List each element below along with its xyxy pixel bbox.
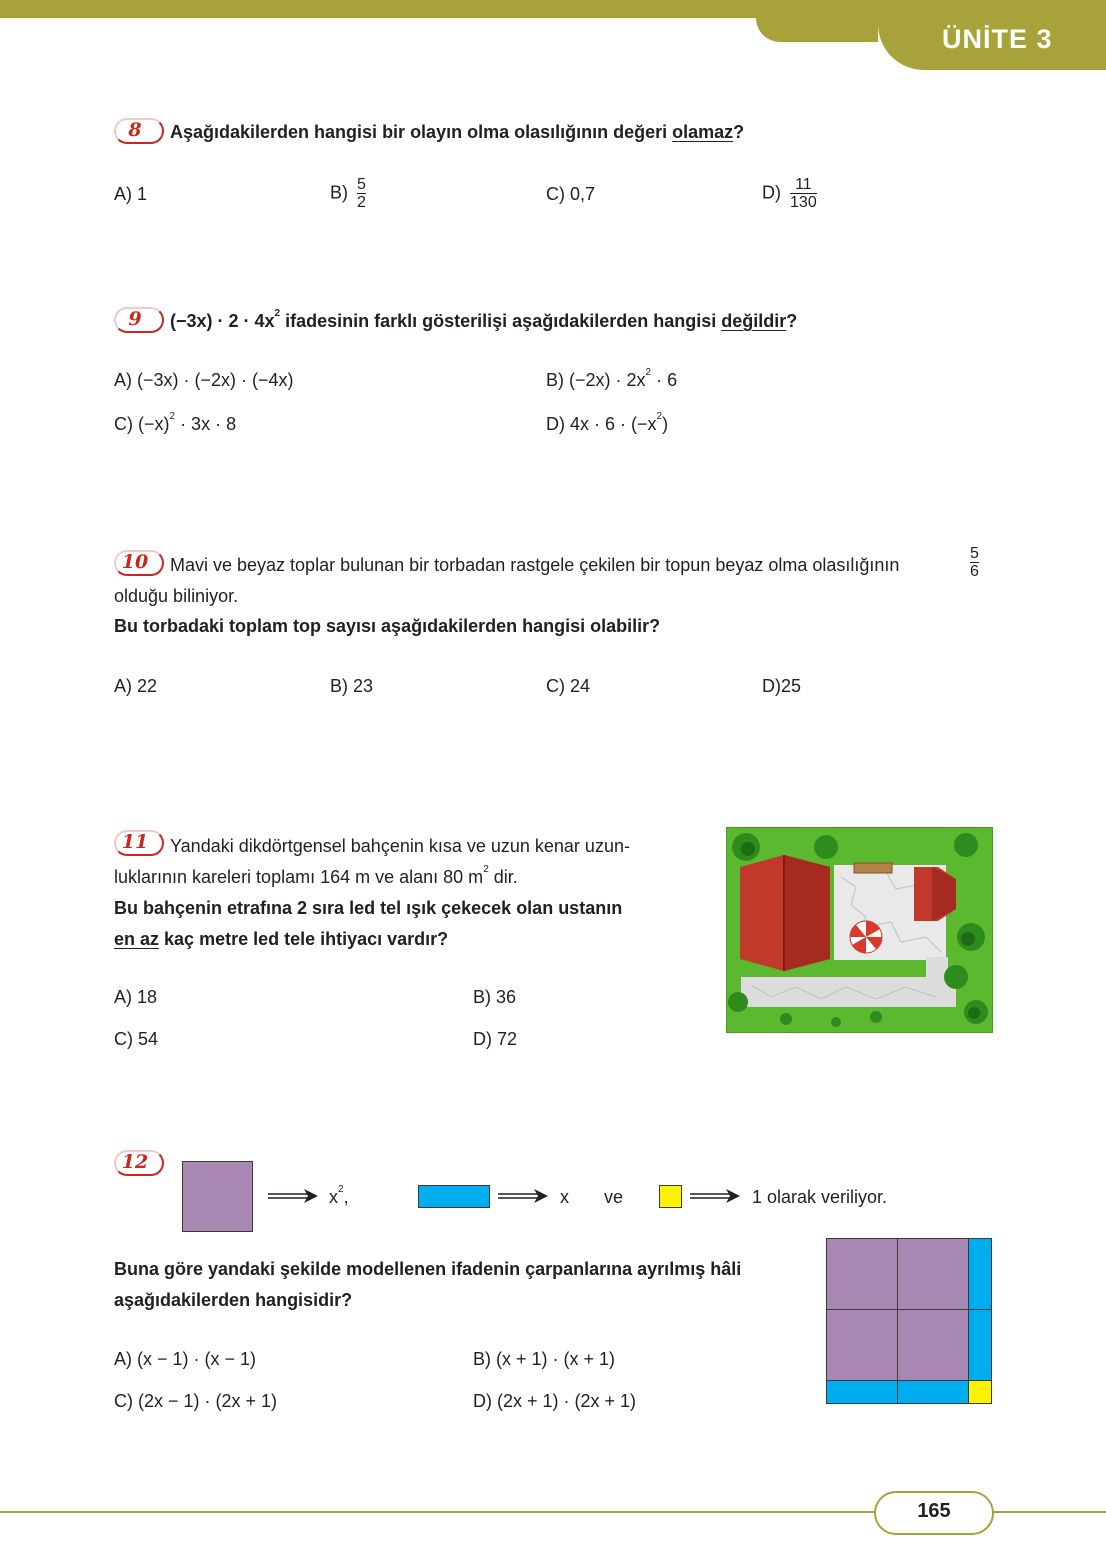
x-squared-tile: [897, 1309, 969, 1381]
question-number: 12: [121, 1151, 149, 1173]
question-number-badge: [114, 118, 166, 144]
option-b: B) $(-2x) \cdot 2x^2 \cdot 6$: [546, 367, 678, 390]
question-11-line-1: Yandaki dikdörtgensel bahçenin kısa ve uzun kenar uzun-: [170, 836, 630, 856]
question-11-line-2: luklarının kareleri toplamı 164 m ve alanı 80 $m^2$ dir.: [114, 864, 518, 887]
question-number-badge: [114, 1150, 166, 1176]
x-squared-tile: [826, 1238, 898, 1310]
question-12-line-1: Buna göre yandaki şekilde modellenen ifadenin çarpanlarına ayrılmış hâli: [114, 1259, 742, 1279]
x-tile: [968, 1238, 992, 1310]
option-b: B) 36: [473, 987, 517, 1007]
option-c: C) $(-x)^2 \cdot 3x \cdot 8$: [114, 411, 237, 434]
option-b: B) (x + 1) · (x + 1): [473, 1349, 616, 1369]
fraction: $\frac{11}{130}$: [790, 176, 817, 211]
x-tile: [968, 1309, 992, 1381]
x-squared-tile: [897, 1238, 969, 1310]
emphasis-word: olamaz: [672, 122, 734, 142]
emphasis-word: değildir: [721, 311, 787, 331]
x-tile: [826, 1380, 898, 1404]
question-9-text: $(-3x) \cdot 2 \cdot 4x^2$ ifadesinin farklı gösterilişi aşağıdakilerden hangisi değildir?: [170, 308, 798, 331]
option-c: C) 0,7: [546, 184, 596, 204]
page-number: 165: [917, 1500, 951, 1522]
unit-tile: [968, 1380, 992, 1404]
fraction: $\frac{5}{2}$: [357, 176, 366, 211]
question-10-line-1: Mavi ve beyaz toplar bulunan bir torbadan rastgele çekilen bir topun beyaz olma olasılığının: [170, 555, 900, 575]
option-a: A) 22: [114, 676, 158, 696]
unit-label: ÜNİTE 3: [942, 24, 1053, 54]
garden-illustration: [726, 827, 993, 1033]
option-c: C) 24: [546, 676, 591, 696]
option-d: D)25: [762, 676, 802, 696]
question-number-badge: [114, 550, 166, 576]
arrow-right-icon: [498, 1188, 548, 1204]
legend-x-squared: $x^2$,: [329, 1184, 349, 1207]
option-a: A) 1: [114, 184, 148, 204]
option-a: A) (−3x) · (−2x) · (−4x): [114, 370, 294, 390]
arrow-right-icon: [690, 1188, 740, 1204]
option-b: B) $\frac{5}{2}$: [330, 176, 366, 211]
question-10-line-2: olduğu biliniyor.: [114, 586, 239, 606]
option-d: D) (2x + 1) · (2x + 1): [473, 1391, 637, 1411]
question-11-line-3: Bu bahçenin etrafına 2 sıra led tel ışık çekecek olan ustanın: [114, 898, 623, 918]
option-a: A) (x − 1) · (x − 1): [114, 1349, 257, 1369]
question-number-badge: [114, 307, 166, 333]
question-12-line-2: aşağıdakilerden hangisidir?: [114, 1290, 353, 1310]
question-number: 11: [121, 831, 149, 853]
option-c: C) (2x − 1) · (2x + 1): [114, 1391, 278, 1411]
option-a: A) 18: [114, 987, 158, 1007]
legend-x: x: [560, 1187, 569, 1207]
legend-and: ve: [604, 1187, 624, 1207]
option-c: C) 54: [114, 1029, 159, 1049]
question-11-line-4: en az kaç metre led tele ihtiyacı vardır?: [114, 929, 449, 949]
algebra-tile-model: [826, 1238, 992, 1404]
question-10-prompt: Bu torbadaki toplam top sayısı aşağıdakilerden hangisi olabilir?: [114, 616, 661, 636]
option-b: B) 23: [330, 676, 374, 696]
x-tile: [418, 1185, 490, 1208]
option-d: D) 72: [473, 1029, 518, 1049]
fraction: $\frac{5}{6}$: [970, 545, 979, 580]
question-number: 10: [121, 551, 149, 573]
header-tab-notch: [756, 18, 878, 42]
x-squared-tile: [826, 1309, 898, 1381]
option-d: D) $\frac{11}{130}$: [762, 176, 817, 211]
legend-one: 1 olarak veriliyor.: [752, 1187, 888, 1207]
x-squared-tile: [182, 1161, 253, 1232]
unit-tile: [659, 1185, 682, 1208]
question-number: 8: [128, 119, 142, 141]
question-number: 9: [128, 308, 142, 330]
question-number-badge: [114, 830, 166, 856]
option-d: D) $4x \cdot 6 \cdot (-x^2)$: [546, 411, 669, 434]
arrow-right-icon: [268, 1188, 318, 1204]
emphasis-word: en az: [114, 929, 160, 949]
question-8-text: Aşağıdakilerden hangisi bir olayın olma olasılığının değeri olamaz?: [170, 122, 745, 142]
x-tile: [897, 1380, 969, 1404]
